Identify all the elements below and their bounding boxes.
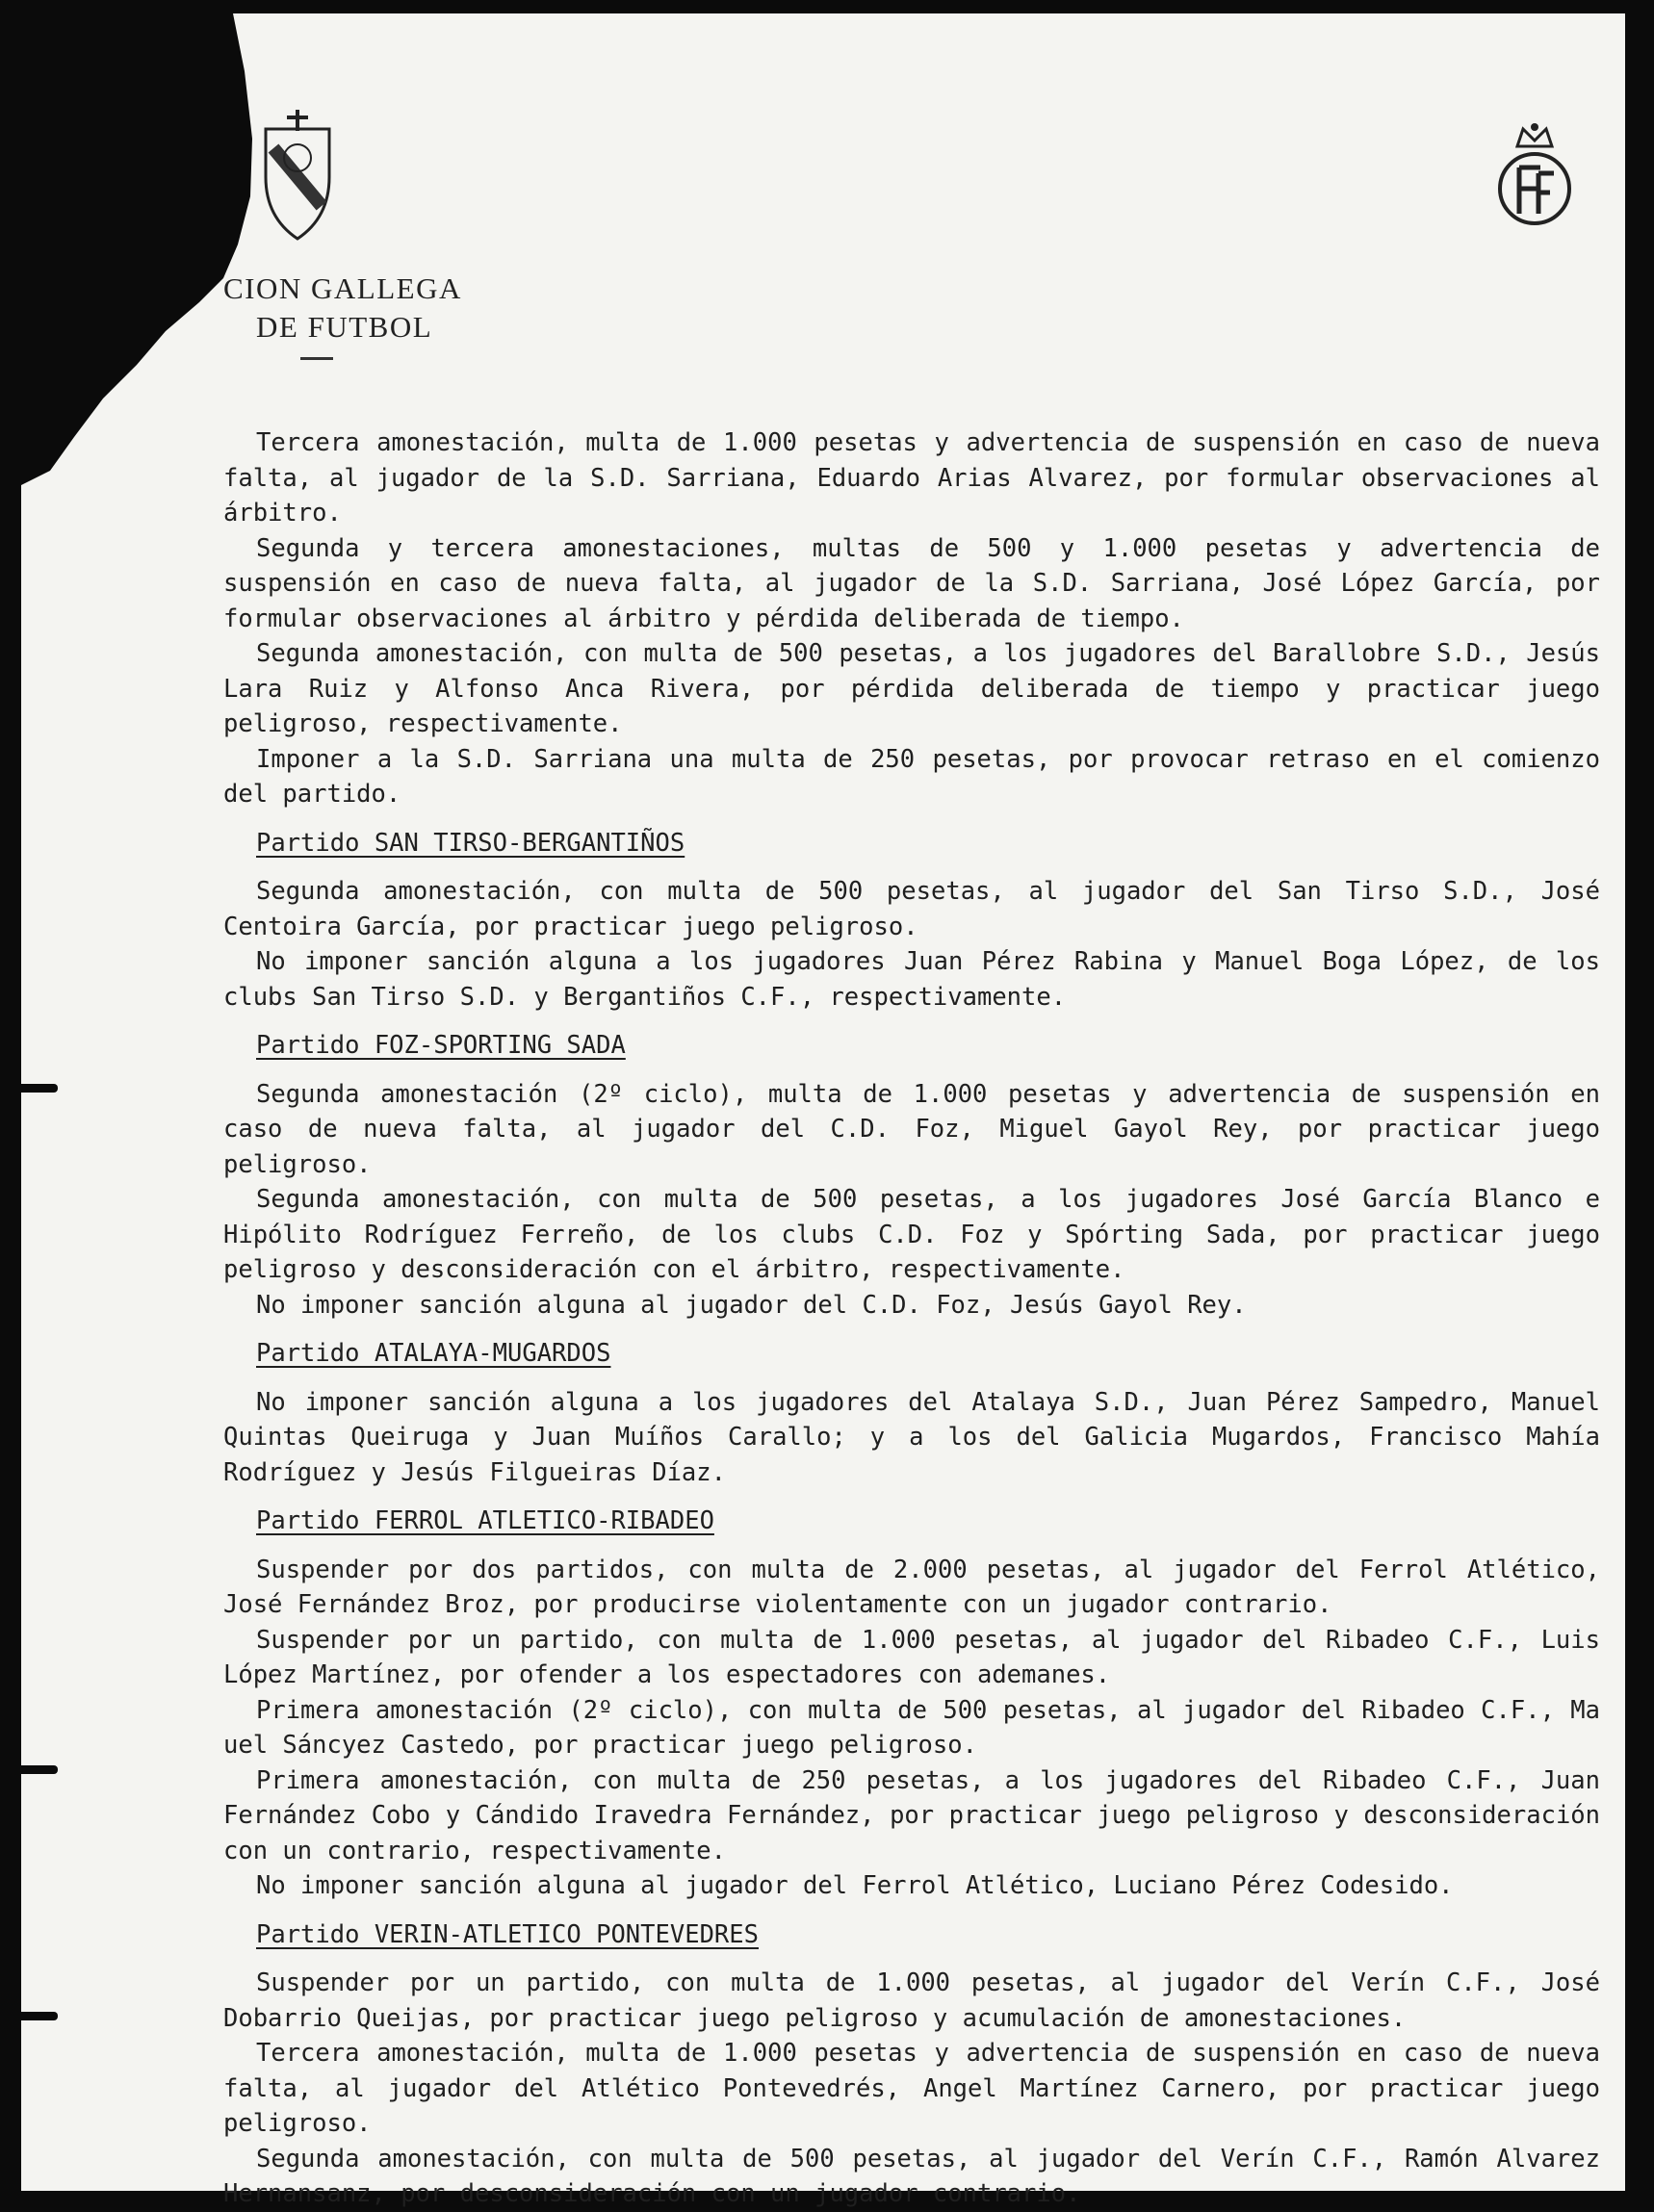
binder-notch: [21, 2012, 58, 2020]
paragraph: Segunda amonestación, con multa de 500 pesetas, al jugador del Verín C.F., Ramón Alvarez Hernansanz, por desconsideración con un jugador contrario.: [223, 2144, 1600, 2208]
paragraph: Suspender por dos partidos, con multa de 2.000 pesetas, al jugador del Ferrol Atlético, José Fernández Broz, por producirse violentamente con un jugador contrario.: [223, 1555, 1600, 1619]
document-body: [223, 425, 1600, 2212]
paragraph: No imponer sanción alguna a los jugadores Juan Pérez Rabina y Manuel Boga López, de los clubs San Tirso S.D. y Bergantiños C.F., respectivamente.: [223, 947, 1600, 1012]
paragraph: Segunda amonestación, con multa de 500 pesetas, a los jugadores del Barallobre S.D., Jesús Lara Ruiz y Alfonso Anca Rivera, por pérdida deliberada de tiempo y practicar juego peligroso, respectivamente.: [223, 639, 1600, 738]
paragraph: No imponer sanción alguna a los jugadores del Atalaya S.D., Juan Pérez Sampedro, Manuel Quintas Queiruga y Juan Muíños Carallo; y a los del Galicia Mugardos, Francisco Mahía Rodríguez y Jesús Filgueiras Díaz.: [223, 1387, 1600, 1487]
federation-name: [223, 270, 462, 347]
paragraph: Primera amonestación, con multa de 250 pesetas, a los jugadores del Ribadeo C.F., Juan Fernández Cobo y Cándido Iravedra Fernández, por practicar juego peligroso y desconsideración con un contrario, respectivamente.: [223, 1765, 1600, 1865]
header-divider: [300, 357, 333, 360]
paragraph: Imponer a la S.D. Sarriana una multa de 250 pesetas, por provocar retraso en el comienzo del partido.: [223, 744, 1600, 809]
paragraph: Suspender por un partido, con multa de 1.000 pesetas, al jugador del Ribadeo C.F., Luis López Martínez, por ofender a los espectadores con ademanes.: [223, 1625, 1600, 1689]
section-heading: Partido VERIN-ATLETICO PONTEVEDRES: [256, 1919, 759, 1949]
binder-notch: [21, 1765, 58, 1774]
section-heading: Partido FOZ-SPORTING SADA: [256, 1031, 626, 1060]
paragraph: Suspender por un partido, con multa de 1.000 pesetas, al jugador del Verín C.F., José Dobarrio Queijas, por practicar juego peligroso y acumulación de amonestaciones.: [223, 1968, 1600, 2033]
binder-notch: [21, 1084, 58, 1093]
paragraph: No imponer sanción alguna al jugador del Ferrol Atlético, Luciano Pérez Codesido.: [256, 1871, 1454, 1900]
paragraph: Segunda amonestación (2º ciclo), multa de 1.000 pesetas y advertencia de suspensión en caso de nueva falta, al jugador del C.D. Foz, Miguel Gayol Rey, por practicar juego peligroso.: [223, 1079, 1600, 1179]
federation-crest-icon: [260, 110, 335, 241]
paragraph: Segunda amonestación, con multa de 500 pesetas, a los jugadores José García Blanco e Hipólito Rodríguez Ferreño, de los clubs C.D. Foz y Spórting Sada, por practicar juego peligroso y desconsideración con el árbitro, respectivamente.: [223, 1185, 1600, 1284]
paragraph: Tercera amonestación, multa de 1.000 pesetas y advertencia de suspensión en caso de nueva falta, al jugador del Atlético Pontevedrés, Angel Martínez Carnero, por practicar juego peligroso.: [223, 2039, 1600, 2138]
section-heading: Partido ATALAYA-MUGARDOS: [256, 1339, 611, 1368]
paragraph: Segunda y tercera amonestaciones, multas de 500 y 1.000 pesetas y advertencia de suspensión en caso de nueva falta, al jugador de la S.D. Sarriana, José López García, por formular observaciones al árbitro y pérdida deliberada de tiempo.: [223, 533, 1600, 633]
document-page: [21, 13, 1625, 2208]
paragraph: Tercera amonestación, multa de 1.000 pesetas y advertencia de suspensión en caso de nueva falta, al jugador de la S.D. Sarriana, Eduardo Arias Alvarez, por formular observaciones al árbitro.: [223, 428, 1600, 527]
section-heading: Partido FERROL ATLETICO-RIBADEO: [256, 1506, 714, 1535]
section-heading: Partido SAN TIRSO-BERGANTIÑOS: [256, 828, 685, 858]
federation-name-line1: CION GALLEGA: [223, 271, 462, 305]
paragraph: Segunda amonestación, con multa de 500 pesetas, al jugador del San Tirso S.D., José Centoira García, por practicar juego peligroso.: [223, 877, 1600, 941]
paragraph: Primera amonestación (2º ciclo), con multa de 500 pesetas, al jugador del Ribadeo C.F., Ma uel Sáncyez Castedo, por practicar juego peligroso.: [223, 1695, 1600, 1760]
paragraph: No imponer sanción alguna al jugador del C.D. Foz, Jesús Gayol Rey.: [256, 1290, 1247, 1320]
federation-name-line2: DE FUTBOL: [256, 310, 433, 344]
rfef-crowned-crest-icon: [1494, 121, 1575, 229]
